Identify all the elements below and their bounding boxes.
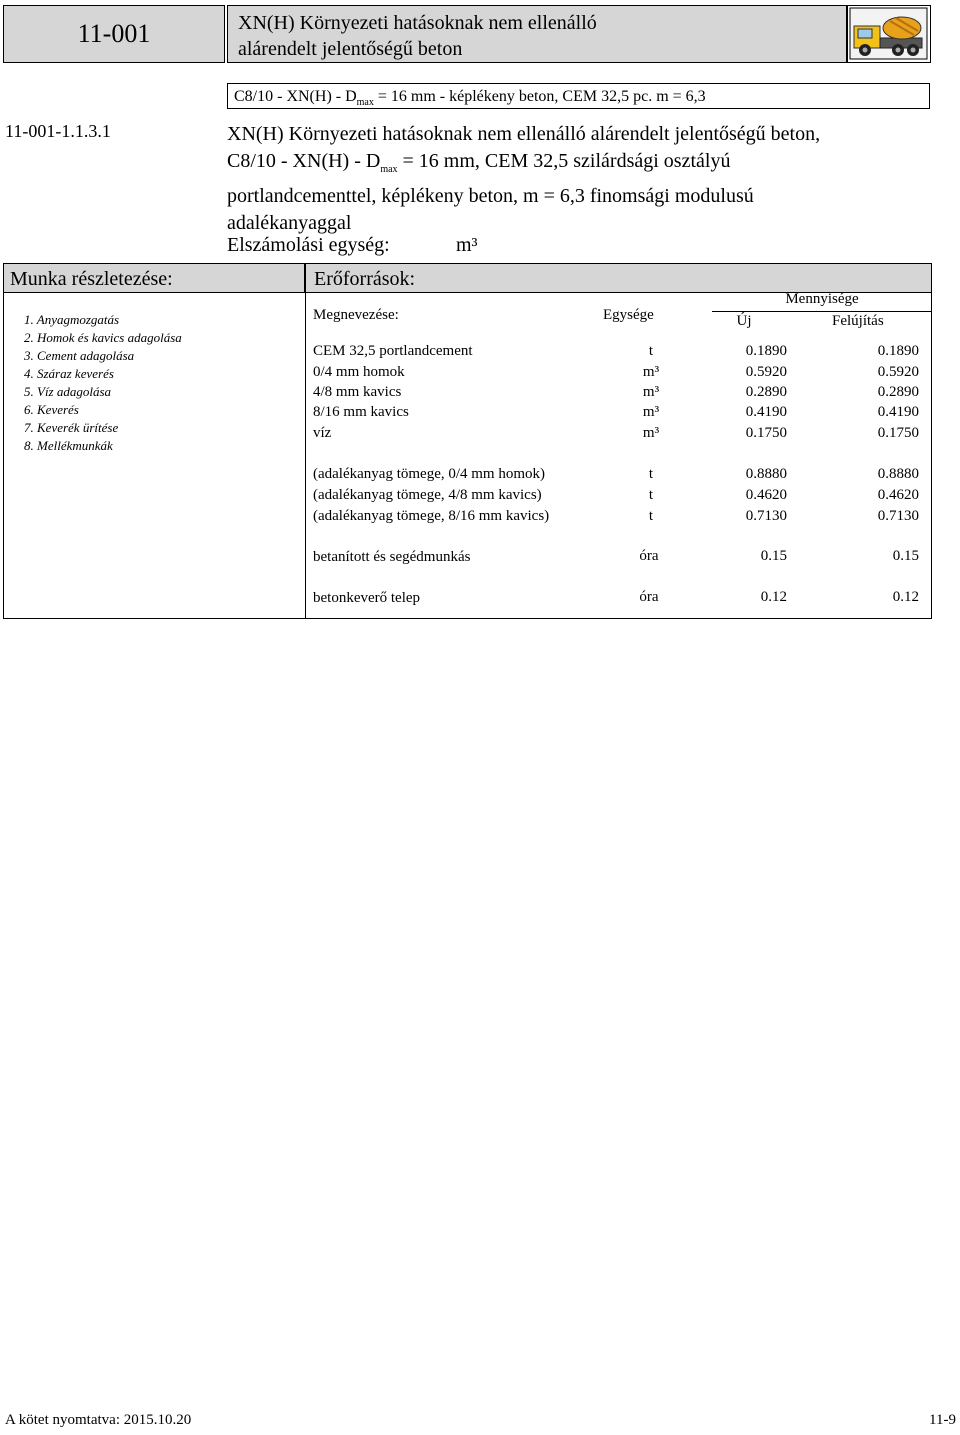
cell-new: 0.4620 bbox=[745, 487, 787, 503]
item-code: 11-001-1.1.3.1 bbox=[5, 121, 111, 141]
item-desc-line2-prefix: C8/10 - XN(H) - D bbox=[227, 150, 381, 172]
cell-unit: t bbox=[648, 508, 654, 524]
item-desc-line1: XN(H) Környezeti hatásoknak nem ellenálló alárendelt jelentőségű beton, bbox=[227, 123, 821, 145]
col-header-unit: Egysége bbox=[603, 307, 654, 323]
list-item: 5. Víz adagolása bbox=[24, 384, 112, 399]
cell-unit: m³ bbox=[642, 425, 660, 441]
list-item: 7. Keverék ürítése bbox=[24, 420, 119, 435]
cell-renew: 0.4620 bbox=[877, 487, 919, 503]
print-date: A kötet nyomtatva: 2015.10.20 bbox=[5, 1412, 192, 1428]
list-item: 8. Mellékmunkák bbox=[24, 438, 113, 453]
item-desc-line4: adalékanyaggal bbox=[227, 212, 352, 234]
work-steps-list bbox=[24, 311, 182, 455]
subtitle-subscript: max bbox=[356, 97, 374, 109]
cell-renew: 0.1750 bbox=[877, 425, 919, 441]
cell-name: 8/16 mm kavics bbox=[313, 404, 409, 420]
cell-renew: 0.8880 bbox=[877, 466, 919, 482]
cell-new: 0.12 bbox=[760, 589, 787, 605]
item-desc-line2 bbox=[227, 148, 927, 183]
cell-unit: t bbox=[648, 487, 654, 503]
list-item: 4. Száraz keverés bbox=[24, 366, 114, 381]
cell-renew: 0.4190 bbox=[877, 404, 919, 420]
cell-renew: 0.15 bbox=[892, 548, 919, 564]
list-item: 6. Keverés bbox=[24, 402, 79, 417]
cell-unit: m³ bbox=[642, 384, 660, 400]
resources-header: Erőforrások: bbox=[305, 263, 932, 293]
cell-unit: t bbox=[648, 343, 654, 359]
subtitle-prefix: C8/10 - XN(H) - D bbox=[234, 88, 357, 105]
chapter-title-line1: XN(H) Környezeti hatásoknak nem ellenálló bbox=[238, 12, 597, 34]
cell-new: 0.2890 bbox=[745, 384, 787, 400]
col-header-name: Megnevezése: bbox=[313, 307, 399, 323]
col-header-renew: Felújítás bbox=[832, 313, 884, 329]
cell-new: 0.7130 bbox=[745, 508, 787, 524]
cell-new: 0.1750 bbox=[745, 425, 787, 441]
chapter-title bbox=[227, 5, 847, 63]
cell-new: 0.15 bbox=[760, 548, 787, 564]
chapter-code: 11-001 bbox=[3, 5, 225, 63]
unit-value: m³ bbox=[456, 234, 478, 256]
cell-new: 0.1890 bbox=[745, 343, 787, 359]
cell-renew: 0.2890 bbox=[877, 384, 919, 400]
list-item: 2. Homok és kavics adagolása bbox=[24, 330, 182, 345]
item-desc-line3: portlandcementtel, képlékeny beton, m = 6,3 finomsági modulusú bbox=[227, 185, 754, 207]
work-header: Munka részletezése: bbox=[3, 263, 305, 293]
cell-name: 0/4 mm homok bbox=[313, 364, 405, 380]
logo-box bbox=[847, 5, 931, 63]
item-desc-line2-sub: max bbox=[380, 164, 398, 175]
cell-new: 0.5920 bbox=[745, 364, 787, 380]
cell-new: 0.8880 bbox=[745, 466, 787, 482]
cell-name: (adalékanyag tömege, 4/8 mm kavics) bbox=[313, 487, 542, 503]
col-header-new: Új bbox=[736, 313, 752, 329]
cell-renew: 0.1890 bbox=[877, 343, 919, 359]
col-header-quantity: Mennyisége bbox=[785, 291, 859, 307]
cell-unit: m³ bbox=[642, 364, 660, 380]
column-divider bbox=[305, 263, 306, 619]
page-number: 11-9 bbox=[929, 1412, 956, 1428]
chapter-title-line2: alárendelt jelentőségű beton bbox=[238, 38, 463, 60]
cell-unit: óra bbox=[639, 548, 659, 564]
concrete-mixer-truck-icon bbox=[848, 6, 929, 61]
list-item: 1. Anyagmozgatás bbox=[24, 312, 120, 327]
cell-name: (adalékanyag tömege, 0/4 mm homok) bbox=[313, 466, 546, 482]
cell-renew: 0.12 bbox=[892, 589, 919, 605]
cell-name: víz bbox=[313, 425, 332, 441]
quantity-underline bbox=[712, 311, 932, 312]
list-item: 3. Cement adagolása bbox=[24, 348, 135, 363]
cell-name: 4/8 mm kavics bbox=[313, 384, 402, 400]
cell-name: betanított és segédmunkás bbox=[313, 549, 471, 565]
unit-label: Elszámolási egység: bbox=[227, 234, 390, 256]
cell-renew: 0.7130 bbox=[877, 508, 919, 524]
cell-unit: óra bbox=[639, 589, 659, 605]
cell-unit: t bbox=[648, 466, 654, 482]
subtitle-suffix: = 16 mm - képlékeny beton, CEM 32,5 pc. m = 6,3 bbox=[373, 88, 706, 105]
cell-name: betonkeverő telep bbox=[313, 590, 421, 606]
cell-name: CEM 32,5 portlandcement bbox=[313, 343, 473, 359]
cell-new: 0.4190 bbox=[745, 404, 787, 420]
cell-unit: m³ bbox=[642, 404, 660, 420]
item-desc-line2-suffix: = 16 mm, CEM 32,5 szilárdsági osztályú bbox=[397, 150, 731, 172]
cell-name: (adalékanyag tömege, 8/16 mm kavics) bbox=[313, 508, 550, 524]
item-description bbox=[227, 121, 927, 237]
cell-renew: 0.5920 bbox=[877, 364, 919, 380]
subtitle-bar bbox=[227, 83, 930, 109]
